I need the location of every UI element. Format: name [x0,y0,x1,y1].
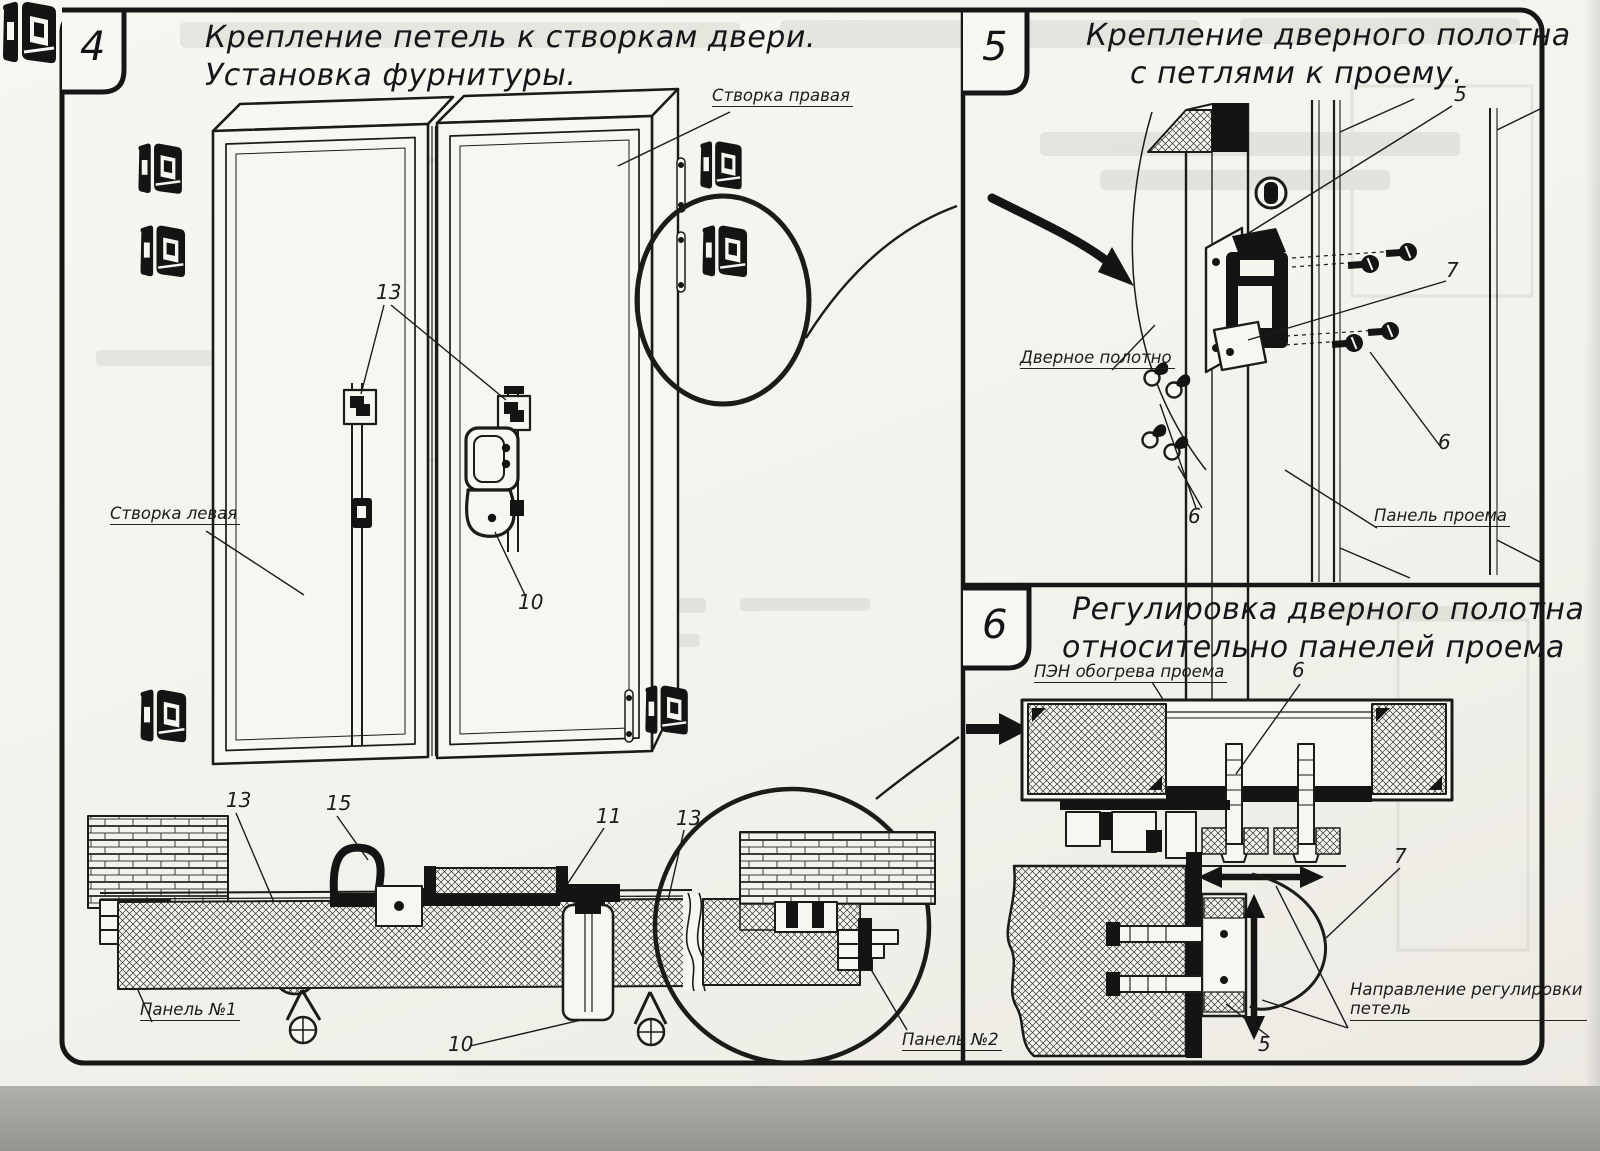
arrow-to-figure6-tail [876,737,959,799]
callout-5-hinge: 5 [1454,82,1467,106]
heater-block-left [1028,704,1166,794]
figure4-title-line1: Крепление петель к створкам двери. [205,20,816,55]
label-panel2: Панель №2 [902,1030,1002,1051]
hinge-loop-curve [1250,874,1326,1009]
photo-edge [0,1086,1600,1151]
figure5-title-line2: с петлями к проему. [1130,56,1464,91]
figure5-number: 5 [982,24,1008,70]
heater-block-right [1372,704,1446,794]
figure5-title-line1: Крепление дверного полотна [1086,18,1571,53]
insulation-block [1008,866,1186,1056]
callout-7-loop: 7 [1394,844,1407,868]
figure6-title-line2: относительно панелей проема [1062,630,1565,665]
figure4-drawing [3,2,959,1063]
hinge-icon [138,144,181,194]
callout-13-strips: 13 [376,280,402,304]
label-direction-line2: петель [1350,999,1411,1018]
screw-icon-group [1331,242,1417,353]
hinge-icon [645,685,687,734]
latch-section [563,905,613,1020]
figure4-number: 4 [80,24,106,70]
arrow-to-figure5-tail [806,206,957,338]
door-leaf-right [432,89,678,758]
figure6-title-line1: Регулировка дверного полотна [1072,592,1585,627]
door-leaf-left [213,97,453,764]
hinge-icon [700,141,741,189]
door-edge-section [1186,852,1202,1058]
hinge-icon [141,690,187,743]
detail-arrow [992,198,1108,262]
callout-6-holes: 6 [1188,504,1201,528]
callout-7-plate: 7 [1446,258,1459,282]
callout-13-section-left: 13 [226,788,252,812]
callout-5-hinge: 5 [1258,1032,1271,1056]
label-heater: ПЭН обогрева проема [1034,662,1227,683]
callout-6-screws: 6 [1438,430,1451,454]
label-leaf-left: Створка левая [110,504,240,525]
screw-hole-icons [1143,362,1191,459]
hinge-icon [141,226,186,278]
callout-10-section: 10 [448,1032,474,1056]
label-panel1: Панель №1 [140,1000,240,1021]
label-opening-panel: Панель проема [1374,506,1510,527]
label-direction-line1: Направление регулировки [1350,980,1583,999]
callout-15-section: 15 [326,791,352,815]
label-direction [1350,980,1587,1021]
brick-wall-left [88,816,228,908]
callout-13-section-right: 13 [676,806,702,830]
label-door-leaf: Дверное полотно [1020,348,1175,369]
door-swing-arc [1132,112,1206,470]
callout-11-section: 11 [596,804,622,828]
hinge-icon [703,226,748,278]
figure4-title-line2: Установка фурнитуры. [205,58,577,93]
callout-6-bolt: 6 [1292,658,1305,682]
brick-wall-right [740,832,935,904]
figure6-number: 6 [982,602,1008,648]
label-leaf-right: Створка правая [712,86,853,107]
callout-10-handle: 10 [518,590,544,614]
